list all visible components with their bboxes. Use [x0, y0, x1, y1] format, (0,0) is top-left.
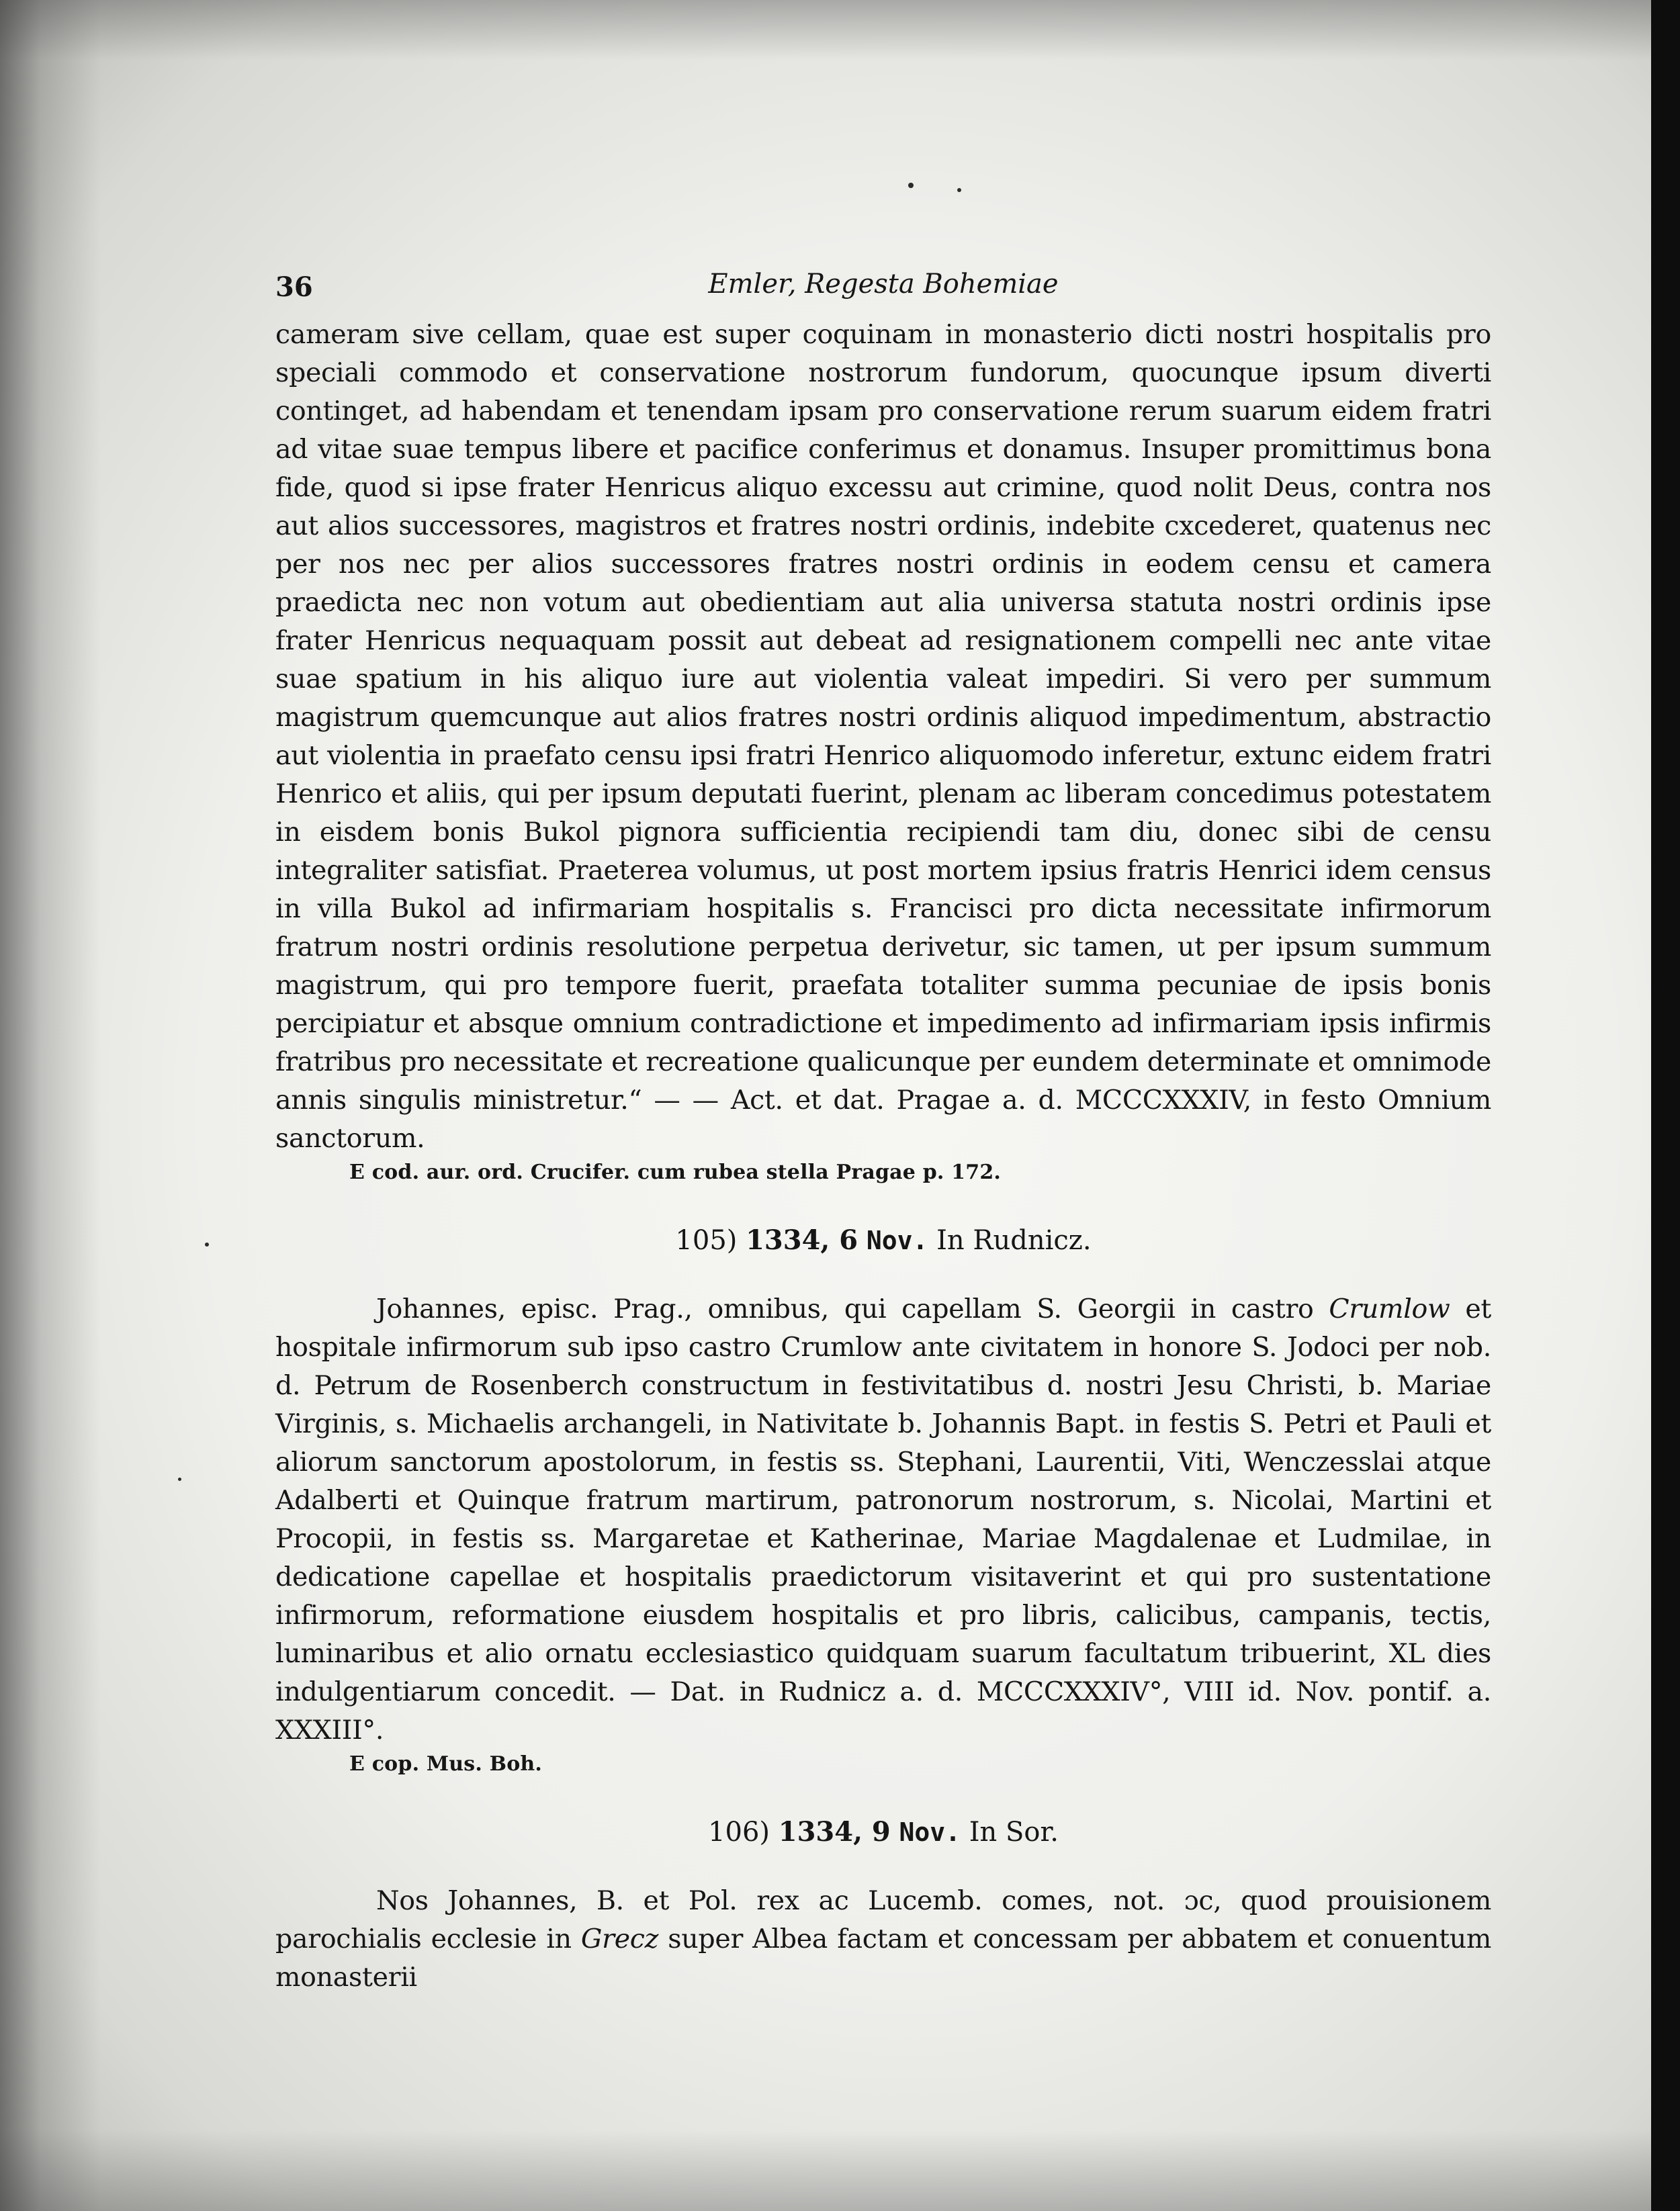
entry-text-part: et hospitale infirmorum sub ipso castro Crumlow ante civitatem in honore S. Jodoci per nob. d. Petrum de Rosenberch constructum in festivitatibus d. nostri Jesu Christi, b. Mariae Virginis, s. Michaelis archangeli, in Nativitate b. Johannis Bapt. in festis S. Petri et Pauli et aliorum sanctorum apostolorum, in festis ss. Stephani, Laurentii, Viti, Wenczesslai atque Adalberti et Quinque fratrum martirum, patronorum nostrorum, s. Nicolai, Martini et Procopii, in festis ss. Margaretae et Katherinae, Mariae Magdalenae et Ludmilae, in dedicatione capellae et hospitalis praedictorum visitaverint et qui pro sustentatione infirmorum, reformatione eiusdem hospitalis et pro libris, calicibus, campanis, tectis, luminaribus et alio ornatu ecclesiastico quidquam suarum facultatum tribuerint, XL dies indulgentiarum concedit. — Dat. in Rudnicz a. d. MCCCXXXIV°, VIII id. Nov. pontif. a. XXXIII°. — [275, 1294, 1492, 1746]
continuation-paragraph: cameram sive cellam, quae est super coquinam in monasterio dicti nostri hospitalis pro speciali commodo et conservatione nostrorum fundorum, quocunque ipsum diverti continget, ad habendam et tenendam ipsam pro conservatione rerum suarum eidem fratri ad vitae suae tempus libere et pacifice conferimus et donamus. Insuper promittimus bona fide, quod si ipse frater Henricus aliquo excessu aut crimine, quod nolit Deus, contra nos aut alios successores, magistros et fratres nostri ordinis, indebite cxcederet, quatenus nec per nos nec per alios successores fratres nostri ordinis in eodem censu et camera praedicta nec non votum aut obedientiam aut alia universa statuta nostri ordinis ipse frater Henricus nequaquam possit aut debeat ad resignationem compelli nec ante vitae suae spatium in his aliquo iure aut violentia valeat impediri. Si vero per summum magistrum quemcunque aut alios fratres nostri ordinis aliquod impedimentum, abstractio aut violentia in praefato censu ipsi fratri Henrico aliquomodo inferetur, extunc eidem fratri Henrico et aliis, qui per ipsum deputati fuerint, plenam ac liberam concedimus potestatem in eisdem bonis Bukol pignora sufficientia recipiendi tam diu, donec sibi de censu integraliter satisfiat. Praeterea volumus, ut post mortem ipsius fratris Henrici idem census in villa Bukol ad infirmariam hospitalis s. Francisci pro dicta necessitate infirmorum fratrum nostri ordinis resolutione perpetua derivetur, sic tamen, ut per ipsum summum magistrum, qui pro tempore fuerit, praefata totaliter summa pecuniae de ipsis bonis percipiatur et absque omnium contradictione et impedimento ad infirmariam ipsis infirmis fratribus pro necessitate et recreatione qualicunque per eundem determinate et omnimode annis singulis ministretur.“ — — Act. et dat. Pragae a. d. MCCCXXXIV, in festo Omnium sanctorum. — [275, 319, 1491, 1154]
entry-date: 1334, 6 — [746, 1224, 858, 1256]
scan-speck — [957, 188, 961, 192]
scan-speck — [908, 183, 914, 188]
entry-date: 1334, 9 — [778, 1816, 891, 1848]
entry-number: 106) — [708, 1817, 770, 1848]
source-note: E cop. Mus. Boh. — [349, 1752, 543, 1776]
entry-text-part: super Albea factam et concessam per abbatem et conuentum monasterii — [275, 1924, 1491, 1993]
entry-text-part: Nos Johannes, B. et Pol. rex ac Lucemb. comes, not. ɔc, quod prouisionem parochialis ecclesie in — [275, 1885, 1491, 1954]
entry-number: 105) — [675, 1225, 738, 1256]
entry-text-part: Johannes, episc. Prag., omnibus, qui capellam S. Georgii in castro — [376, 1294, 1329, 1324]
page-number: 36 — [275, 271, 313, 303]
scan-speck — [178, 1478, 181, 1481]
source-note: E cod. aur. ord. Crucifer. cum rubea stella Pragae p. 172. — [349, 1161, 1002, 1184]
entry-month: Nov. — [866, 1226, 928, 1255]
bottom-edge-shadow — [0, 2130, 1651, 2211]
entry-heading-106 — [275, 1813, 1491, 1852]
entry-month: Nov. — [899, 1817, 961, 1847]
entry-paragraph-105 — [275, 1290, 1491, 1750]
entry-italic-place: Crumlow — [1329, 1294, 1450, 1324]
scan-speck — [205, 1243, 209, 1247]
entry-italic-place: Grecz — [580, 1924, 659, 1954]
entry-place: In Sor. — [969, 1817, 1059, 1848]
left-edge-shadow — [0, 0, 101, 2211]
running-title: Emler, Regesta Bohemiae — [708, 269, 1059, 300]
entry-paragraph-106 — [275, 1882, 1491, 1997]
page-header — [275, 269, 1491, 316]
entry-heading-105 — [275, 1221, 1491, 1260]
scan-right-border — [1651, 0, 1680, 2211]
entry-place: In Rudnicz. — [936, 1225, 1092, 1256]
document-page — [275, 269, 1491, 1997]
top-edge-shadow — [0, 0, 1651, 60]
